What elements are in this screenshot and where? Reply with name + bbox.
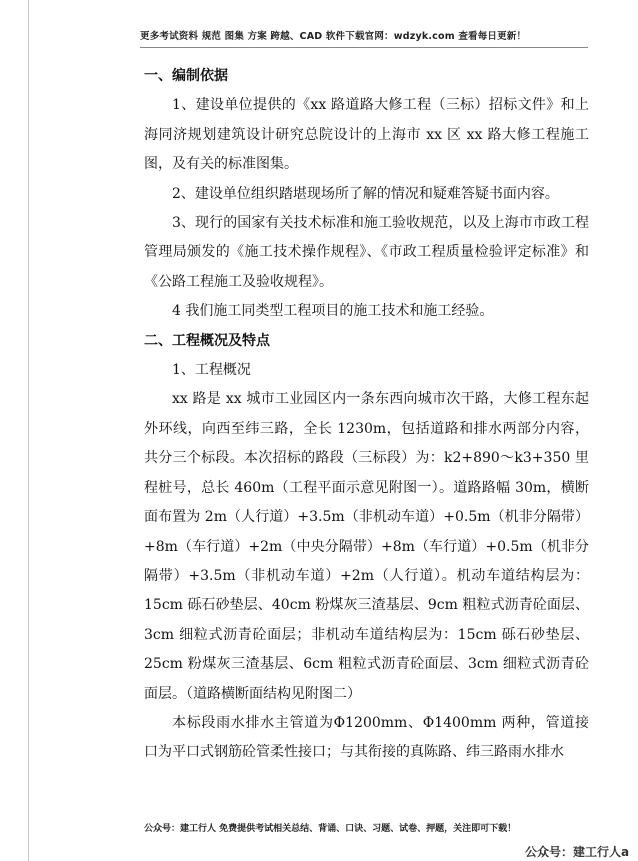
- paragraph: 2、建设单位组织踏堪现场所了解的情况和疑难答疑书面内容。: [172, 185, 559, 202]
- paragraph: 1、建设单位提供的《xx 路道路大修工程（三标）招标文件》和上海同济规划建筑设计研究总院设计的上海市 xx 区 xx 路大修工程施工图，及有关的标准图集。: [144, 97, 589, 173]
- paragraph: 3、现行的国家有关技术标准和施工验收规范，以及上海市市政工程管理局颁发的《施工技术操作规程》、《市政工程质量检验评定标准》和《公路工程施工及验收规程》。: [144, 215, 589, 290]
- subheading: 1、工程概况: [172, 362, 251, 379]
- page-footer: 公众号：建工行人 免费提供考试相关总结、背诵、口诀、习题、试卷、押题，关注即可下载！: [144, 824, 517, 834]
- paragraph: xx 路是 xx 城市工业园区内一条东西向城市次干路，大修工程东起外环线，向西至纬三路，全长 1230m，包括道路和排水两部分内容，共分三个标段。本次招标的路段（三标段）为：k2+890～k3+350 里程桩号，总长 460m（工程平面示意见附图一）。道路路幅 30m，横断面布置为 2m（人行道）+3.5m（非机动车道）+0.5m（机非分隔带）+8m（车行道）+2m（中央分隔带）+8m（车行道）+0.5m（机非分隔带）+3.5m（非机动车道）+2m（人行道）。机动车道结构层为：15cm 砾石砂垫层、40cm 粉煤灰三渣基层、9cm 粗粒式沥青砼面层、3cm 细粒式沥青砼面层；非机动车道结构层为：15cm 砾石砂垫层、25cm 粉煤灰三渣基层、6cm 粗粒式沥青砼面层、3cm 细粒式沥青砼面层。（道路横断面结构见附图二）: [144, 391, 589, 702]
- paragraph: 本标段雨水排水主管道为Φ1200mm、Φ1400mm 两种，管道接口为平口式钢筋砼管柔性接口；与其衔接的真陈路、纬三路雨水排水: [144, 714, 589, 761]
- paragraph: 4 我们施工同类型工程项目的施工技术和施工经验。: [172, 303, 494, 320]
- section-heading-overview: 二、工程概况及特点: [144, 332, 270, 349]
- watermark: 公众号：建工行人a: [525, 845, 630, 859]
- page-margin-line: [28, 0, 29, 861]
- header-divider: [140, 47, 588, 48]
- document-body: [144, 62, 589, 768]
- page-header: 更多考试资料 规范 图集 方案 跨越、CAD 软件下载官网：wdzyk.com 查看每日更新！: [140, 31, 527, 42]
- section-heading-basis: 一、编制依据: [144, 68, 228, 84]
